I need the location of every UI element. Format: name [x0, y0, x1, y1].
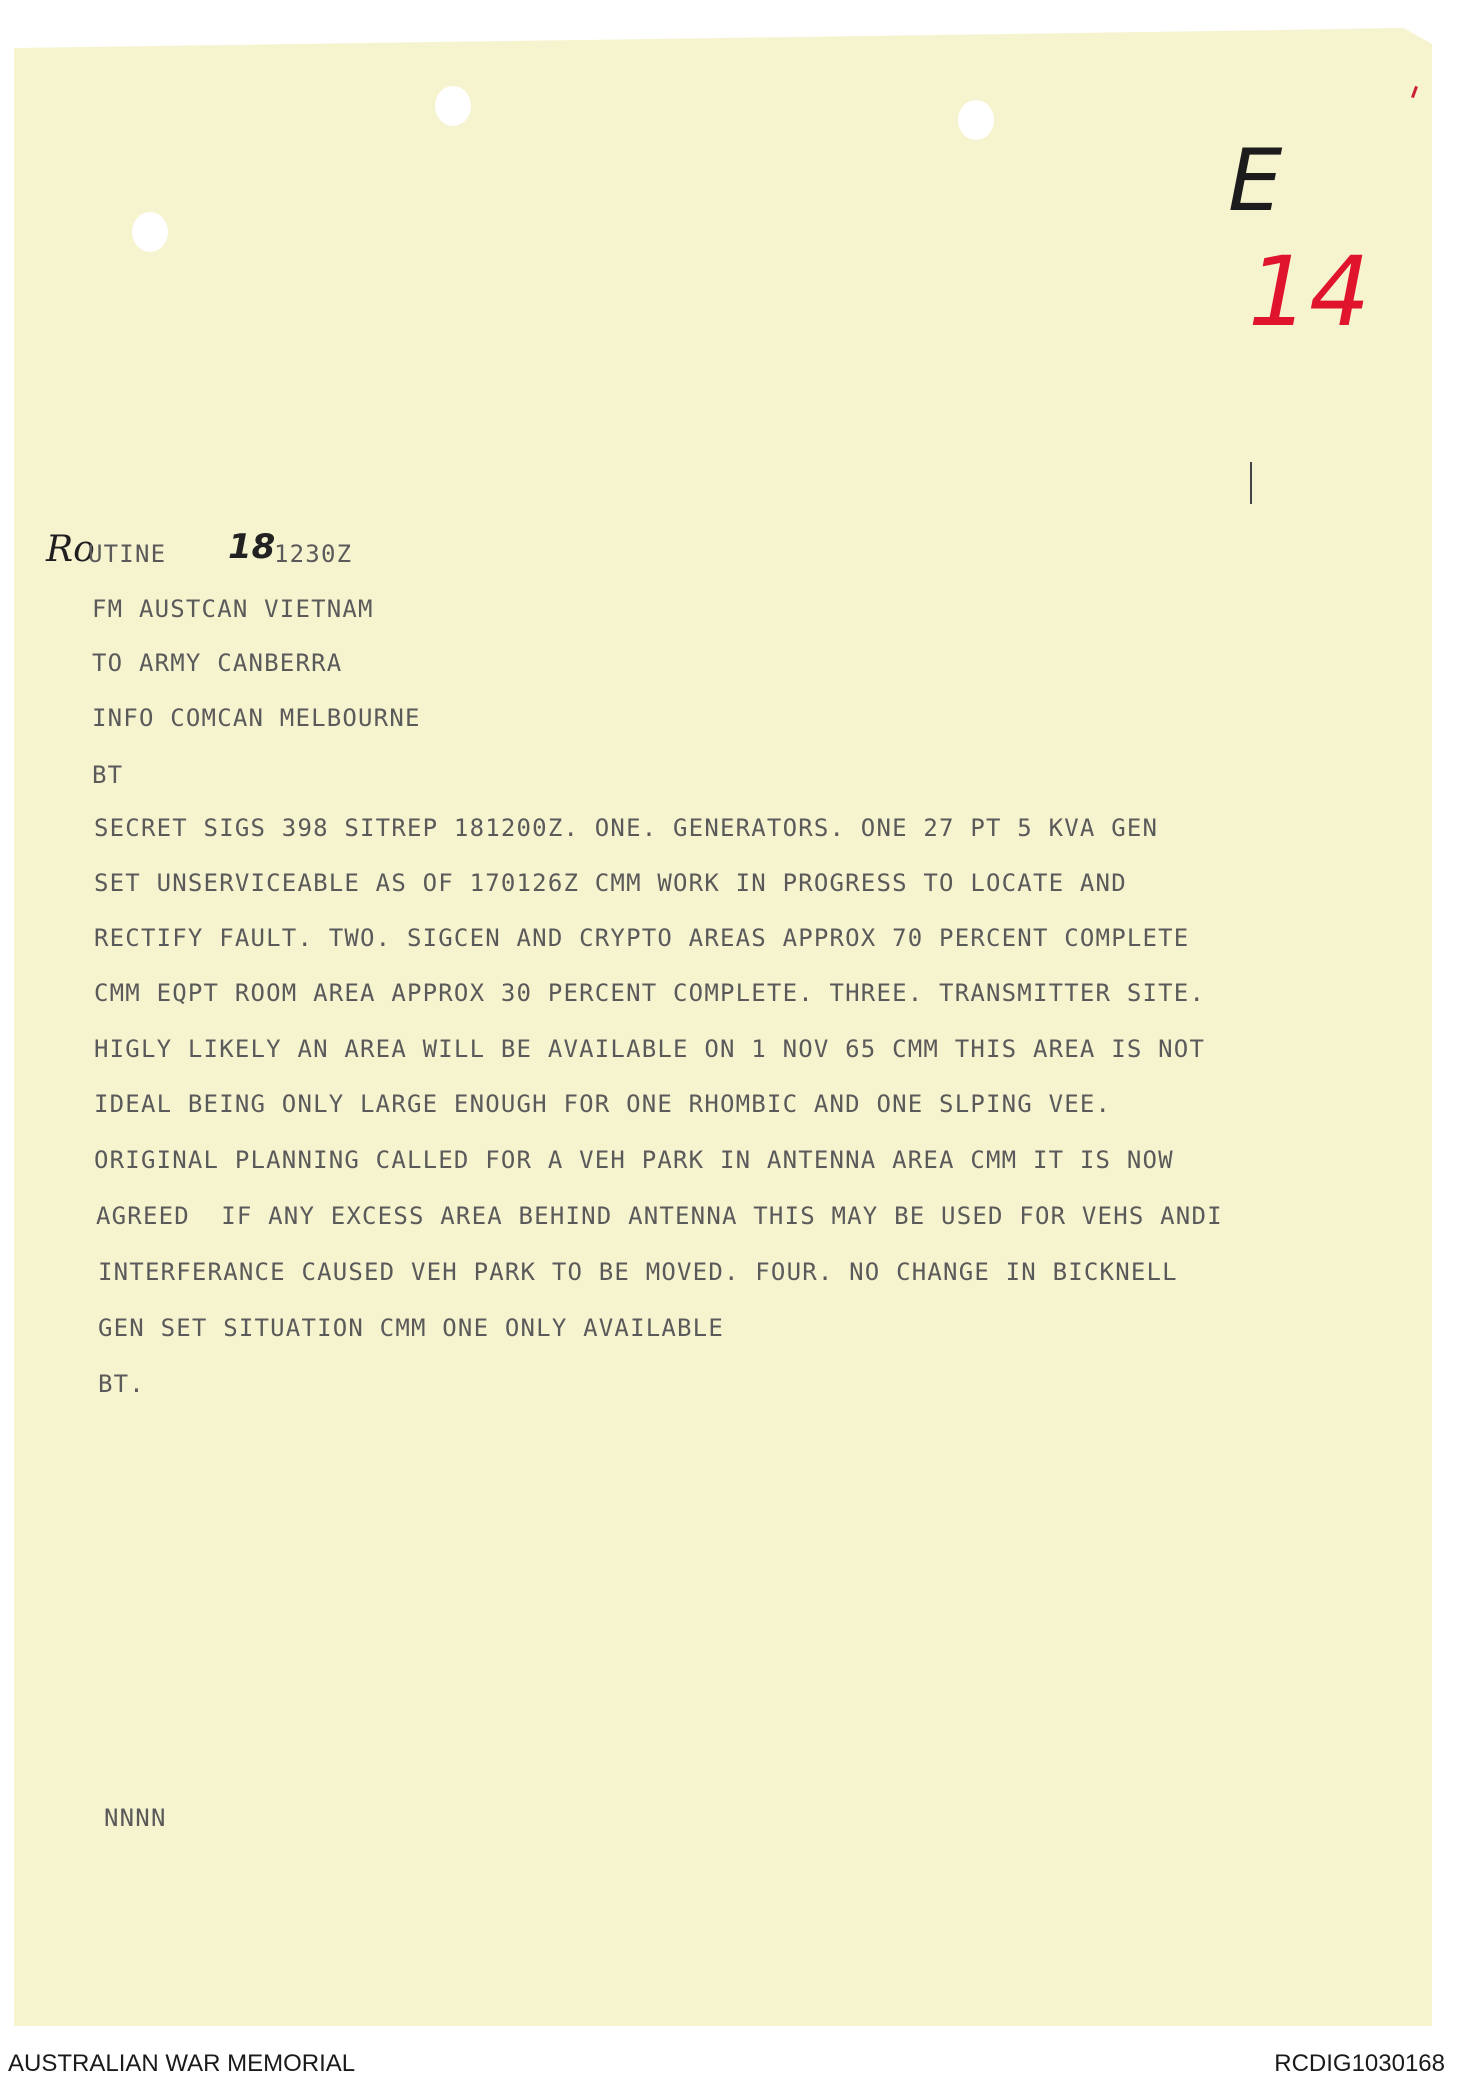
body-line: HIGLY LIKELY AN AREA WILL BE AVAILABLE ON 1 NOV 65 CMM THIS AREA IS NOT: [94, 1035, 1206, 1063]
body-line: ORIGINAL PLANNING CALLED FOR A VEH PARK IN ANTENNA AREA CMM IT IS NOW: [94, 1146, 1174, 1174]
body-line: IDEAL BEING ONLY LARGE ENOUGH FOR ONE RHOMBIC AND ONE SLPING VEE.: [94, 1090, 1112, 1118]
body-line: GEN SET SITUATION CMM ONE ONLY AVAILABLE: [98, 1314, 724, 1342]
info-line: INFO COMCAN MELBOURNE: [92, 704, 421, 732]
handwritten-routine-prefix: Ro: [46, 529, 95, 570]
date-time-group: 1230Z: [274, 540, 353, 568]
body-line: SECRET SIGS 398 SITREP 181200Z. ONE. GENERATORS. ONE 27 PT 5 KVA GEN: [94, 814, 1159, 842]
end-marker: NNNN: [104, 1804, 167, 1832]
handwritten-folio-number: 14: [1248, 236, 1371, 348]
archive-credit: AUSTRALIAN WAR MEMORIAL: [8, 2050, 356, 2077]
routine-label: UTINE: [88, 540, 167, 568]
from-line: FM AUSTCAN VIETNAM: [92, 595, 374, 623]
punch-hole: [132, 212, 168, 252]
body-line: AGREED IF ANY EXCESS AREA BEHIND ANTENNA THIS MAY BE USED FOR VEHS ANDI: [96, 1202, 1223, 1230]
handwritten-corner-letter: E: [1228, 131, 1283, 231]
body-line: SET UNSERVICEABLE AS OF 170126Z CMM WORK IN PROGRESS TO LOCATE AND: [94, 869, 1127, 897]
archive-reference: RCDIG1030168: [1274, 2050, 1445, 2077]
break-end: BT.: [98, 1370, 145, 1398]
handwritten-date-correction: 18: [228, 527, 276, 567]
pencil-tick-mark: [1250, 462, 1252, 504]
punch-hole: [435, 86, 471, 126]
punch-hole: [958, 100, 994, 140]
to-line: TO ARMY CANBERRA: [92, 649, 343, 677]
body-line: CMM EQPT ROOM AREA APPROX 30 PERCENT COMPLETE. THREE. TRANSMITTER SITE.: [94, 979, 1206, 1007]
body-line: RECTIFY FAULT. TWO. SIGCEN AND CRYPTO AREAS APPROX 70 PERCENT COMPLETE: [94, 924, 1190, 952]
telegram-paper: [14, 28, 1432, 2026]
break-start: BT: [92, 761, 124, 789]
body-line: INTERFERANCE CAUSED VEH PARK TO BE MOVED. FOUR. NO CHANGE IN BICKNELL: [98, 1258, 1178, 1286]
